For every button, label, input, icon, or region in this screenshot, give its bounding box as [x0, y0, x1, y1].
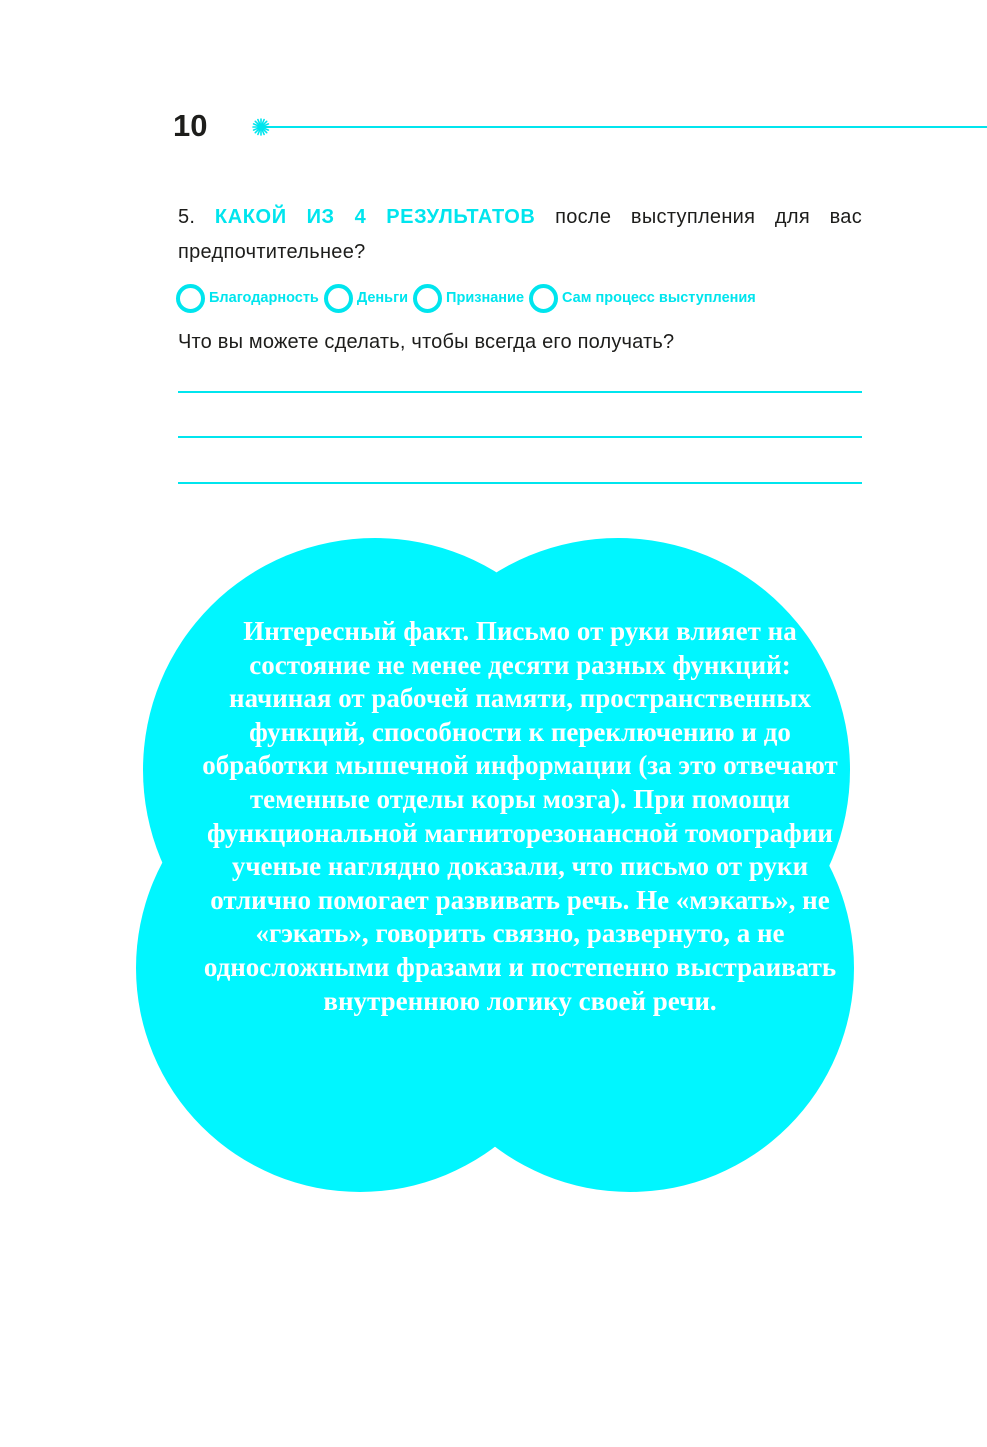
question-rest: после выступления для вас предпочтительнее?: [178, 206, 862, 263]
answer-prompt: Что вы можете сделать, чтобы всегда его получать?: [178, 331, 675, 353]
page-number: 10: [173, 108, 208, 143]
question-number: 5.: [178, 206, 196, 228]
option-label: Признание: [446, 290, 525, 306]
option-label: Благодарность: [209, 290, 319, 306]
interesting-fact-text: Интересный факт. Письмо от руки влияет на состояние не менее десяти разных функций: начиная от рабочей памяти, пространственных функций, способности к переключению и до обработки мышечной информации (за это отвечают теменные отделы коры мозга). При помощи функциональной магниторезонансной томографии ученые наглядно доказали, что письмо от руки отлично помогает развивать речь. Не «мэкать», не «гэкать», говорить связно, развернуто, а не односложными фразами и постепенно выстраивать внутреннюю логику своей речи.: [202, 616, 838, 1016]
option-label: Деньги: [356, 290, 409, 306]
question-highlight: КАКОЙ ИЗ 4 РЕЗУЛЬТАТОВ: [214, 206, 536, 228]
option-label: Сам процесс выступления: [562, 290, 756, 306]
